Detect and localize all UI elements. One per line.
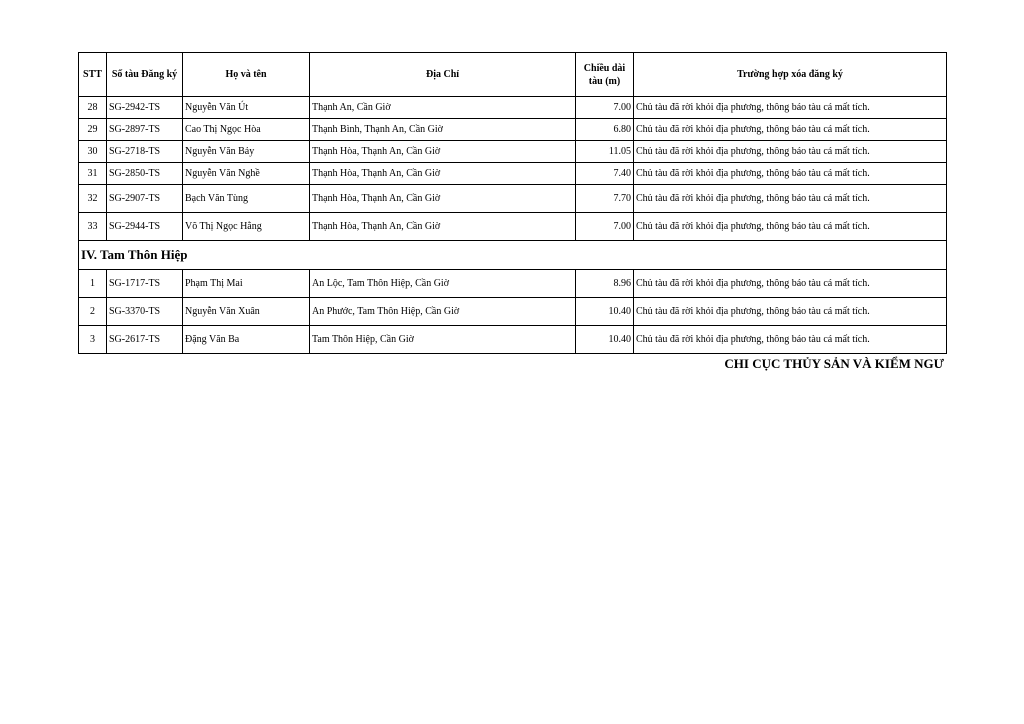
cell-address: Thạnh Bình, Thạnh An, Cần Giờ	[310, 119, 576, 141]
cell-address: Thạnh Hòa, Thạnh An, Cần Giờ	[310, 185, 576, 213]
cell-vessel-number: SG-2850-TS	[107, 163, 183, 185]
table-row	[79, 298, 947, 326]
cell-stt: 3	[79, 326, 107, 354]
header-full-name: Họ và tên	[183, 53, 310, 97]
cell-address: Thạnh Hòa, Thạnh An, Cần Giờ	[310, 213, 576, 241]
cell-vessel-length: 6.80	[576, 119, 634, 141]
table-row	[79, 119, 947, 141]
cell-vessel-number: SG-2718-TS	[107, 141, 183, 163]
cell-reason: Chủ tàu đã rời khỏi địa phương, thông báo tàu cá mất tích.	[634, 141, 947, 163]
cell-full-name: Đặng Văn Ba	[183, 326, 310, 354]
cell-reason: Chủ tàu đã rời khỏi địa phương, thông báo tàu cá mất tích.	[634, 119, 947, 141]
document-page	[78, 52, 946, 372]
cell-stt: 32	[79, 185, 107, 213]
cell-reason: Chủ tàu đã rời khỏi địa phương, thông báo tàu cá mất tích.	[634, 213, 947, 241]
cell-vessel-number: SG-1717-TS	[107, 270, 183, 298]
cell-stt: 29	[79, 119, 107, 141]
cell-stt: 28	[79, 97, 107, 119]
cell-full-name: Nguyễn Văn Út	[183, 97, 310, 119]
header-vessel-number: Số tàu Đăng ký	[107, 53, 183, 97]
header-address: Địa Chỉ	[310, 53, 576, 97]
cell-address: Thạnh Hòa, Thạnh An, Cần Giờ	[310, 141, 576, 163]
cell-vessel-length: 8.96	[576, 270, 634, 298]
cell-address: Thạnh An, Cần Giờ	[310, 97, 576, 119]
cell-vessel-length: 10.40	[576, 326, 634, 354]
vessel-deregistration-table	[78, 52, 947, 354]
header-stt: STT	[79, 53, 107, 97]
cell-vessel-number: SG-2942-TS	[107, 97, 183, 119]
cell-stt: 30	[79, 141, 107, 163]
cell-stt: 33	[79, 213, 107, 241]
cell-full-name: Nguyễn Văn Nghề	[183, 163, 310, 185]
cell-reason: Chủ tàu đã rời khỏi địa phương, thông báo tàu cá mất tích.	[634, 298, 947, 326]
cell-full-name: Nguyễn Văn Xuân	[183, 298, 310, 326]
cell-vessel-length: 7.70	[576, 185, 634, 213]
cell-full-name: Bạch Văn Tùng	[183, 185, 310, 213]
cell-vessel-number: SG-2897-TS	[107, 119, 183, 141]
cell-full-name: Phạm Thị Mai	[183, 270, 310, 298]
cell-vessel-number: SG-2907-TS	[107, 185, 183, 213]
table-header-row	[79, 53, 947, 97]
table-row	[79, 163, 947, 185]
table-row	[79, 141, 947, 163]
cell-vessel-length: 7.00	[576, 97, 634, 119]
header-deregistration-reason: Trường hợp xóa đăng ký	[634, 53, 947, 97]
cell-reason: Chủ tàu đã rời khỏi địa phương, thông báo tàu cá mất tích.	[634, 97, 947, 119]
table-row	[79, 97, 947, 119]
table-row	[79, 185, 947, 213]
cell-stt: 31	[79, 163, 107, 185]
cell-vessel-number: SG-2617-TS	[107, 326, 183, 354]
cell-address: Tam Thôn Hiệp, Cần Giờ	[310, 326, 576, 354]
header-vessel-length: Chiều dài tàu (m)	[576, 53, 634, 97]
cell-address: Thạnh Hòa, Thạnh An, Cần Giờ	[310, 163, 576, 185]
cell-vessel-number: SG-2944-TS	[107, 213, 183, 241]
cell-vessel-length: 7.40	[576, 163, 634, 185]
cell-reason: Chủ tàu đã rời khỏi địa phương, thông báo tàu cá mất tích.	[634, 270, 947, 298]
table-row	[79, 213, 947, 241]
cell-vessel-length: 7.00	[576, 213, 634, 241]
table-row	[79, 326, 947, 354]
cell-full-name: Cao Thị Ngọc Hòa	[183, 119, 310, 141]
cell-vessel-length: 10.40	[576, 298, 634, 326]
agency-signature-title: CHI CỤC THỦY SẢN VÀ KIỂM NGƯ	[724, 356, 944, 371]
cell-reason: Chủ tàu đã rời khỏi địa phương, thông báo tàu cá mất tích.	[634, 163, 947, 185]
section-header-row	[79, 241, 947, 270]
cell-vessel-number: SG-3370-TS	[107, 298, 183, 326]
cell-address: An Lộc, Tam Thôn Hiệp, Cần Giờ	[310, 270, 576, 298]
cell-full-name: Võ Thị Ngọc Hằng	[183, 213, 310, 241]
cell-stt: 1	[79, 270, 107, 298]
table-row	[79, 270, 947, 298]
cell-reason: Chủ tàu đã rời khỏi địa phương, thông báo tàu cá mất tích.	[634, 326, 947, 354]
cell-stt: 2	[79, 298, 107, 326]
cell-address: An Phước, Tam Thôn Hiệp, Cần Giờ	[310, 298, 576, 326]
cell-full-name: Nguyễn Văn Bảy	[183, 141, 310, 163]
cell-reason: Chủ tàu đã rời khỏi địa phương, thông báo tàu cá mất tích.	[634, 185, 947, 213]
cell-vessel-length: 11.05	[576, 141, 634, 163]
section-title-tam-thon-hiep: IV. Tam Thôn Hiệp	[79, 241, 947, 270]
